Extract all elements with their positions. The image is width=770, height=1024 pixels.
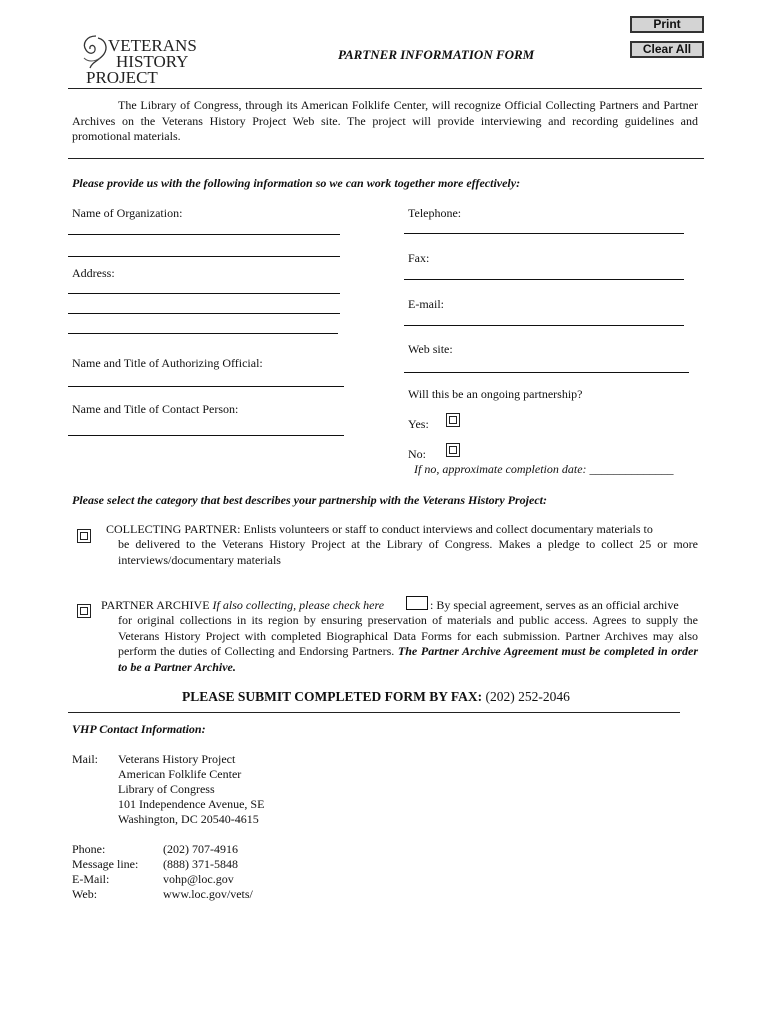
ongoing-question: Will this be an ongoing partnership? [408,387,583,401]
phone-value: (202) 707-4916 [163,842,238,856]
org-name-input-1[interactable] [68,234,340,235]
address-input-2[interactable] [68,313,340,314]
also-collecting-checkbox[interactable] [406,596,428,610]
web-link[interactable]: www.loc.gov/vets/ [163,887,253,901]
fax-label: Fax: [408,251,430,265]
category-prompt: Please select the category that best describes your partnership with the Veterans History Project: [72,493,547,507]
email-input[interactable] [404,325,684,326]
partner-archive-description [118,613,698,675]
submit-divider [68,712,680,713]
mail-line-1: Veterans History Project [118,752,236,766]
mail-line-3: Library of Congress [118,782,215,796]
form-title: PARTNER INFORMATION FORM [338,47,535,62]
submit-label: PLEASE SUBMIT COMPLETED FORM BY FAX: [182,689,483,704]
message-line-label: Message line: [72,857,139,871]
yes-checkbox[interactable] [446,413,460,427]
partner-archive-checkbox[interactable] [77,604,91,618]
logo-line-3: PROJECT [86,68,158,87]
address-input-1[interactable] [68,293,340,294]
info-prompt: Please provide us with the following information so we can work together more effectively: [72,176,521,190]
print-button[interactable]: Print [630,16,704,33]
contact-person-label: Name and Title of Contact Person: [72,402,239,416]
partner-archive-text: for original collections in its region by ensuring preservation of materials and public access. Agrees to supply the Veterans History Project with completed Biographical Data Forms for each submission. Partner Archives may also perform the duties of Collecting and Endorsing Partners. [118,613,698,658]
partner-archive-heading: PARTNER ARCHIVE [101,598,210,612]
email-label: E-mail: [408,297,444,311]
completion-date-field[interactable]: If no, approximate completion date: ______________ [414,462,674,476]
fax-input[interactable] [404,279,684,280]
collecting-partner-line1: COLLECTING PARTNER: Enlists volunteers or staff to conduct interviews and collect documentary materials to [106,522,653,536]
mail-line-4: 101 Independence Avenue, SE [118,797,265,811]
clear-all-button[interactable]: Clear All [630,41,704,58]
contact-person-input[interactable] [68,435,344,436]
authorizing-official-label: Name and Title of Authorizing Official: [72,356,263,370]
web-label: Web: [72,887,98,901]
website-label: Web site: [408,342,453,356]
partner-archive-heading-line [101,598,401,614]
website-input[interactable] [404,372,689,373]
org-name-label: Name of Organization: [72,206,183,220]
message-line-value: (888) 371-5848 [163,857,238,871]
mail-label: Mail: [72,752,98,766]
contact-heading: VHP Contact Information: [72,722,206,736]
collecting-partner-description: be delivered to the Veterans History Project at the Library of Congress. Makes a pledge to collect 25 or more interviews/documentary materials [118,537,698,567]
no-checkbox[interactable] [446,443,460,457]
mail-line-5: Washington, DC 20540-4615 [118,812,259,826]
partner-archive-line1-end: : By special agreement, serves as an official archive [430,598,679,612]
telephone-label: Telephone: [408,206,462,220]
also-collecting-text: If also collecting, please check here [212,598,385,612]
intro-divider [68,158,704,159]
address-input-3[interactable] [68,333,338,334]
intro-paragraph: The Library of Congress, through its American Folklife Center, will recognize Official Collecting Partners and Partner Archives on the Veterans History Project Web site. The project will provide interviewing and recording guidelines and promotional materials. [72,98,698,143]
org-name-input-2[interactable] [68,256,340,257]
yes-label: Yes: [408,417,429,431]
header-divider [68,88,702,89]
address-label: Address: [72,266,115,280]
email-contact-value[interactable]: vohp@loc.gov [163,872,234,886]
submit-fax-number: (202) 252-2046 [485,689,570,704]
collecting-partner-checkbox[interactable] [77,529,91,543]
logo-line-1: VETERANS [108,36,197,55]
submit-instructions [182,689,570,705]
email-contact-label: E-Mail: [72,872,110,886]
logo-emblem-icon [78,32,112,70]
phone-label: Phone: [72,842,106,856]
mail-line-2: American Folklife Center [118,767,242,781]
logo-line-2: HISTORY [116,52,189,71]
authorizing-official-input[interactable] [68,386,344,387]
partner-archive-agreement-note: The Partner Archive Agreement must be completed in order to be a Partner Archive. [118,644,698,674]
no-label: No: [408,447,426,461]
telephone-input[interactable] [404,233,684,234]
